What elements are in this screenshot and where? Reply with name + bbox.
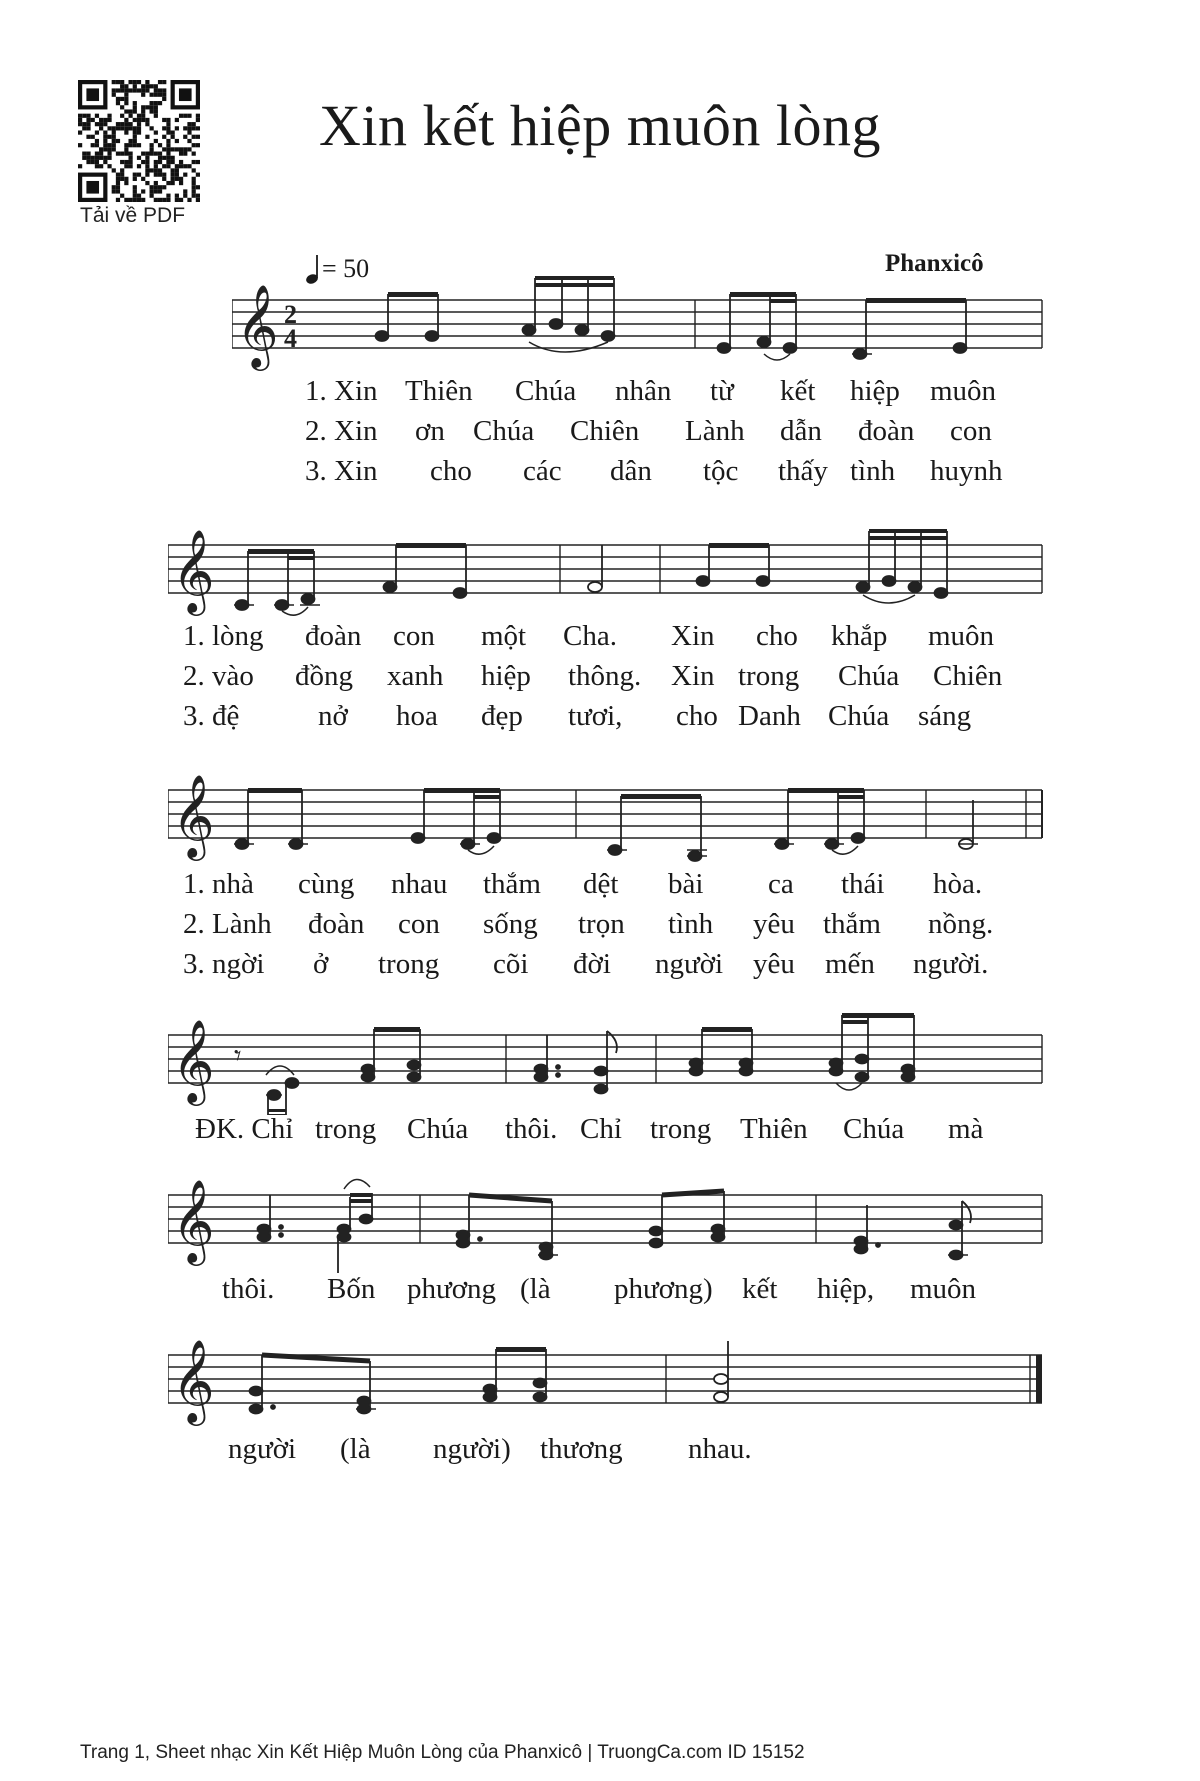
lyric-word: bài	[668, 868, 704, 900]
lyric-word: hiệp	[850, 375, 900, 407]
lyric-word: trong	[738, 660, 800, 692]
lyric-word: Bốn	[327, 1273, 376, 1305]
composer-name: Phanxicô	[885, 250, 984, 277]
treble-clef-icon: 𝄞	[172, 1338, 215, 1422]
lyric-word: Danh	[738, 700, 801, 732]
lyric-word: đời	[573, 948, 611, 980]
lyric-word: dẫn	[780, 415, 822, 447]
lyric-word: ca	[768, 868, 794, 900]
lyric-word: thương	[540, 1433, 623, 1465]
time-signature-top: 2	[284, 300, 297, 329]
lyric-word: ơn	[415, 415, 445, 447]
lyric-word: thôi.	[505, 1113, 558, 1145]
lyric-word: cùng	[298, 868, 355, 900]
lyric-word: tình	[668, 908, 714, 940]
lyric-word: 2. Xin	[305, 415, 378, 447]
lyric-word: đẹp	[481, 700, 523, 732]
lyric-word: Thiên	[405, 375, 473, 407]
lyric-word: mà	[948, 1113, 984, 1145]
lyric-word: con	[393, 620, 435, 652]
lyric-word: ĐK. Chỉ	[195, 1113, 294, 1145]
lyric-word: 3. đệ	[183, 700, 240, 732]
lyric-word: nở	[318, 700, 348, 732]
lyric-word: người	[655, 948, 724, 980]
treble-clef-icon: 𝄞	[172, 773, 215, 857]
lyric-block-5	[222, 1273, 1022, 1313]
lyric-word: đồng	[295, 660, 353, 692]
lyric-block-3	[183, 868, 1023, 988]
lyric-word: thái	[841, 868, 885, 900]
lyric-block-2	[183, 620, 1023, 740]
staff-line-6	[168, 1325, 1044, 1435]
lyric-word: muôn	[928, 620, 995, 652]
lyric-word: tươi,	[568, 700, 623, 732]
lyric-word: Chỉ	[580, 1113, 622, 1145]
lyric-word: huynh	[930, 455, 1003, 487]
lyric-word: Chúa	[828, 700, 890, 732]
lyric-word: (là	[340, 1433, 371, 1465]
lyric-word: phương)	[614, 1273, 713, 1305]
lyric-word: xanh	[387, 660, 444, 692]
lyric-word: Chiên	[933, 660, 1003, 692]
lyric-word: cõi	[493, 948, 529, 980]
lyric-word: Thiên	[740, 1113, 808, 1145]
lyric-word: 1. lòng	[183, 620, 264, 652]
lyric-word: thấy	[778, 455, 828, 487]
lyric-word: sống	[483, 908, 538, 940]
lyric-word: phương	[407, 1273, 497, 1305]
lyric-word: trong	[650, 1113, 712, 1145]
lyric-word: mến	[825, 948, 875, 980]
lyric-word: đoàn	[308, 908, 365, 940]
treble-clef-icon: 𝄞	[172, 1018, 215, 1102]
lyric-word: hiệp,	[817, 1273, 875, 1305]
lyric-word: người.	[913, 948, 989, 980]
lyric-word: 2. vào	[183, 660, 254, 692]
lyric-word: Chúa	[843, 1113, 905, 1145]
lyric-word: kết	[780, 375, 816, 407]
page-footer: Trang 1, Sheet nhạc Xin Kết Hiệp Muôn Lòng của Phanxicô | TruongCa.com ID 15152	[80, 1742, 805, 1763]
lyric-word: Xin	[671, 660, 715, 692]
lyric-word: Chúa	[407, 1113, 469, 1145]
staff-line-5	[168, 1165, 1044, 1275]
lyric-word: thôi.	[222, 1273, 275, 1305]
staff-line-3	[168, 760, 1044, 870]
lyric-word: muôn	[930, 375, 997, 407]
lyric-word: ở	[313, 948, 329, 980]
lyric-word: kết	[742, 1273, 778, 1305]
treble-clef-icon: 𝄞	[172, 528, 215, 612]
lyric-word: từ	[710, 375, 734, 407]
lyric-word: dân	[610, 455, 652, 487]
lyric-word: Chúa	[473, 415, 535, 447]
lyric-word: thắm	[823, 908, 881, 940]
lyric-word: trong	[378, 948, 440, 980]
lyric-word: một	[481, 620, 527, 652]
lyric-word: yêu	[753, 948, 795, 980]
eighth-rest-icon: 𝄾	[234, 1039, 242, 1072]
lyric-word: nồng.	[928, 908, 994, 940]
staff-line-2	[168, 515, 1044, 625]
lyric-word: cho	[756, 620, 798, 652]
lyric-word: cho	[676, 700, 718, 732]
lyric-word: sáng	[918, 700, 972, 732]
lyric-word: Xin	[671, 620, 715, 652]
lyric-block-6	[228, 1433, 928, 1473]
lyric-word: các	[523, 455, 562, 487]
lyric-word: khắp	[831, 620, 888, 652]
treble-clef-icon: 𝄞	[172, 1178, 215, 1262]
lyric-block-4	[195, 1113, 1015, 1153]
lyric-word: 3. Xin	[305, 455, 378, 487]
lyric-word: Lành	[685, 415, 745, 447]
lyric-word: đoàn	[305, 620, 362, 652]
lyric-word: nhân	[615, 375, 672, 407]
staff-line-4	[168, 1005, 1044, 1115]
lyric-word: con	[950, 415, 992, 447]
lyric-block-1	[305, 375, 1025, 495]
staff-line-1	[232, 270, 1044, 380]
lyric-word: hiệp	[481, 660, 531, 692]
lyric-word: nhau	[391, 868, 448, 900]
lyric-word: đoàn	[858, 415, 915, 447]
lyric-word: tình	[850, 455, 896, 487]
tempo-value: = 50	[322, 254, 370, 283]
lyric-word: tộc	[703, 455, 739, 487]
lyric-word: thắm	[483, 868, 541, 900]
treble-clef-icon: 𝄞	[236, 283, 279, 367]
time-signature-bottom: 4	[284, 324, 297, 353]
lyric-word: Chúa	[838, 660, 900, 692]
lyric-word: Chúa	[515, 375, 577, 407]
lyric-word: người	[228, 1433, 297, 1465]
download-pdf-label[interactable]: Tải về PDF	[80, 204, 186, 227]
lyric-word: thông.	[568, 660, 642, 692]
lyric-word: trong	[315, 1113, 377, 1145]
lyric-word: trọn	[578, 908, 625, 940]
lyric-word: cho	[430, 455, 472, 487]
lyric-word: Cha.	[563, 620, 617, 652]
lyric-word: yêu	[753, 908, 795, 940]
lyric-word: muôn	[910, 1273, 977, 1305]
lyric-word: nhau.	[688, 1433, 752, 1465]
song-title: Xin kết hiệp muôn lòng	[319, 93, 881, 158]
lyric-word: dệt	[583, 868, 619, 900]
lyric-word: 3. ngời	[183, 948, 265, 980]
lyric-word: Chiên	[570, 415, 640, 447]
lyric-word: hoa	[396, 700, 438, 732]
lyric-word: hòa.	[933, 868, 983, 900]
lyric-word: (là	[520, 1273, 551, 1305]
lyric-word: người)	[433, 1433, 511, 1465]
lyric-word: 2. Lành	[183, 908, 272, 940]
lyric-word: con	[398, 908, 440, 940]
lyric-word: 1. Xin	[305, 375, 378, 407]
lyric-word: 1. nhà	[183, 868, 254, 900]
